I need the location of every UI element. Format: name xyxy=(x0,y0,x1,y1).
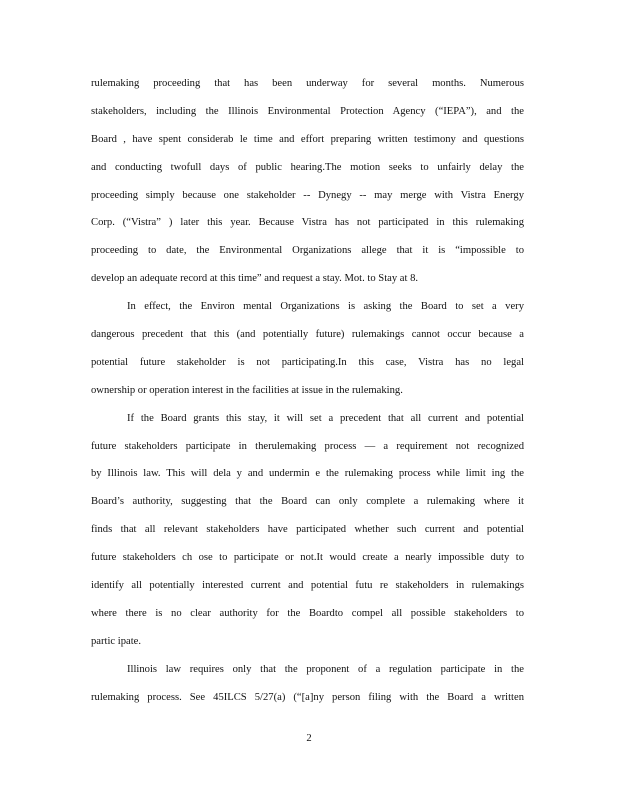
text-line: Board’s authority, suggesting that the Board can only complete a rulemaking where it xyxy=(91,496,524,508)
text-line: Corp. (“Vistra” ) later this year. Because Vistra has not participated in this rulemaking xyxy=(91,217,524,229)
text-line: rulemaking proceeding that has been underway for several months. Numerous xyxy=(91,78,524,89)
text-line: If the Board grants this stay, it will set a precedent that all current and potential xyxy=(127,412,524,424)
text-line: future stakeholders ch ose to participate or not.It would create a nearly impossible duty to xyxy=(91,552,524,564)
text-line: ownership or operation interest in the facilities at issue in the rulemaking. xyxy=(91,384,403,396)
text-line: develop an adequate record at this time” and request a stay. Mot. to Stay at 8. xyxy=(91,273,419,285)
text-line: rulemaking process. See 45ILCS 5/27(a) (“[a]ny person filing with the Board a written xyxy=(91,691,524,703)
page-number: 2 xyxy=(306,733,312,744)
text-line: identify all potentially interested current and potential futu re stakeholders in rulemakings xyxy=(91,580,524,592)
text-line: Board , have spent considerab le time and effort preparing written testimony and questions xyxy=(91,133,524,145)
text-line: stakeholders, including the Illinois Environmental Protection Agency (“IEPA”), and the xyxy=(91,105,524,117)
text-line: future stakeholders participate in therulemaking process — a requirement not recognized xyxy=(91,440,524,452)
text-line: Illinois law requires only that the proponent of a regulation participate in the xyxy=(127,663,524,675)
text-line: proceeding simply because one stakeholder -- Dynegy -- may merge with Vistra Energy xyxy=(91,189,524,201)
text-line: finds that all relevant stakeholders have participated whether such current and potential xyxy=(91,524,524,536)
text-line: proceeding to date, the Environmental Organizations allege that it is “impossible to xyxy=(91,245,524,257)
text-line: dangerous precedent that this (and potentially future) rulemakings cannot occur because a xyxy=(91,329,524,341)
text-line: where there is no clear authority for the Boardto compel all possible stakeholders to xyxy=(91,607,524,619)
text-line: partic ipate. xyxy=(91,635,141,647)
text-line: by Illinois law. This will dela y and undermin e the rulemaking process while limit ing the xyxy=(91,468,524,480)
text-line: potential future stakeholder is not participating.In this case, Vistra has no legal xyxy=(91,356,524,368)
text-line: and conducting twofull days of public hearing.The motion seeks to unfairly delay the xyxy=(91,161,524,173)
text-line: In effect, the Environ mental Organizations is asking the Board to set a very xyxy=(127,301,524,313)
body-text xyxy=(91,70,524,711)
